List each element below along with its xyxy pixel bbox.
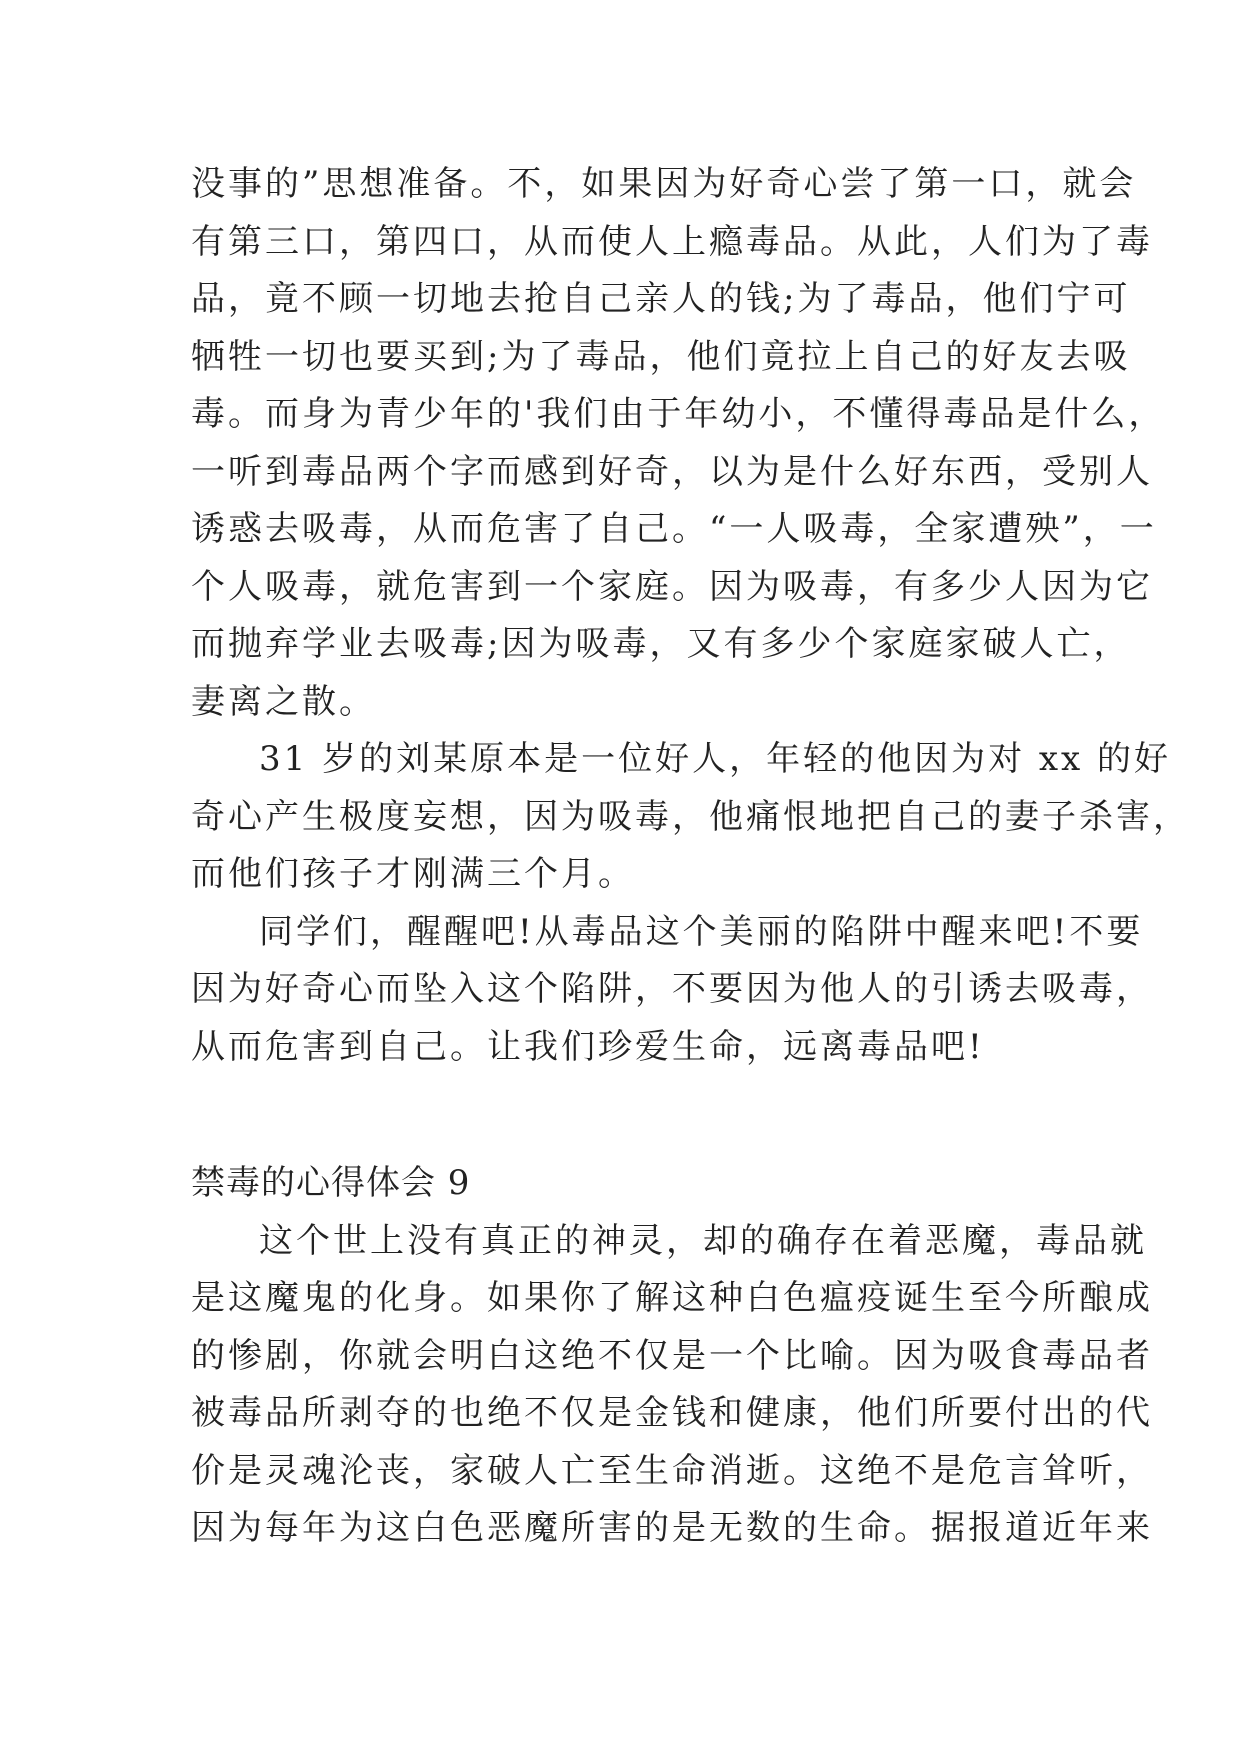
text-line: 妻离之散。	[191, 681, 376, 722]
text-line: 个人吸毒，就危害到一个家庭。因为吸毒，有多少人因为它	[191, 566, 1153, 607]
text-line: 这个世上没有真正的神灵，却的确存在着恶魔，毒品就	[259, 1220, 1147, 1261]
text-line: 品，竟不顾一切地去抢自己亲人的钱;为了毒品，他们宁可	[191, 279, 1131, 319]
text-line: 牺牲一切也要买到;为了毒品，他们竟拉上自己的好友去吸	[191, 336, 1131, 377]
paragraph-appeal	[191, 904, 1153, 1077]
text-line: 没事的”思想准备。不，如果因为好奇心尝了第一口，就会	[191, 164, 1137, 204]
text-line: 而他们孩子才刚满三个月。	[191, 854, 635, 894]
text-line: 31 岁的刘某原本是一位好人，年轻的他因为对 xx 的好	[259, 739, 1172, 779]
document-body	[191, 156, 1190, 1558]
text-line: 因为每年为这白色恶魔所害的是无数的生命。据报道近年来	[191, 1508, 1153, 1548]
text-line: 有第三口，第四口，从而使人上瘾毒品。从此，人们为了毒	[191, 221, 1153, 262]
text-line: 毒。而身为青少年的'我们由于年幼小，不懂得毒品是什么，	[191, 394, 1166, 434]
text-line: 而抛弃学业去吸毒;因为吸毒，又有多少个家庭家破人亡，	[191, 624, 1131, 664]
text-line: 被毒品所剥夺的也绝不仅是金钱和健康，他们所要付出的代	[191, 1393, 1153, 1433]
paragraph-story	[191, 731, 1190, 904]
text-line: 诱惑去吸毒，从而危害了自己。“一人吸毒，全家遭殃”，一	[191, 509, 1157, 549]
text-line: 从而危害到自己。让我们珍爱生命，远离毒品吧!	[191, 1026, 985, 1067]
text-line: 是这魔鬼的化身。如果你了解这种白色瘟疫诞生至今所酿成	[191, 1278, 1153, 1318]
section-title: 禁毒的心得体会 9	[191, 1163, 471, 1203]
text-line: 同学们，醒醒吧!从毒品这个美丽的陷阱中醒来吧!不要	[259, 911, 1144, 952]
paragraph-continuation	[191, 156, 1166, 731]
text-line: 一听到毒品两个字而感到好奇，以为是什么好东西，受别人	[191, 451, 1153, 492]
text-line: 价是灵魂沦丧，家破人亡至生命消逝。这绝不是危言耸听，	[191, 1450, 1153, 1491]
text-line: 奇心产生极度妄想，因为吸毒，他痛恨地把自己的妻子杀害，	[191, 796, 1190, 837]
text-line: 的惨剧，你就会明白这绝不仅是一个比喻。因为吸食毒品者	[191, 1335, 1153, 1376]
text-line: 因为好奇心而坠入这个陷阱，不要因为他人的引诱去吸毒，	[191, 969, 1153, 1009]
paragraph-section-9	[191, 1213, 1153, 1558]
